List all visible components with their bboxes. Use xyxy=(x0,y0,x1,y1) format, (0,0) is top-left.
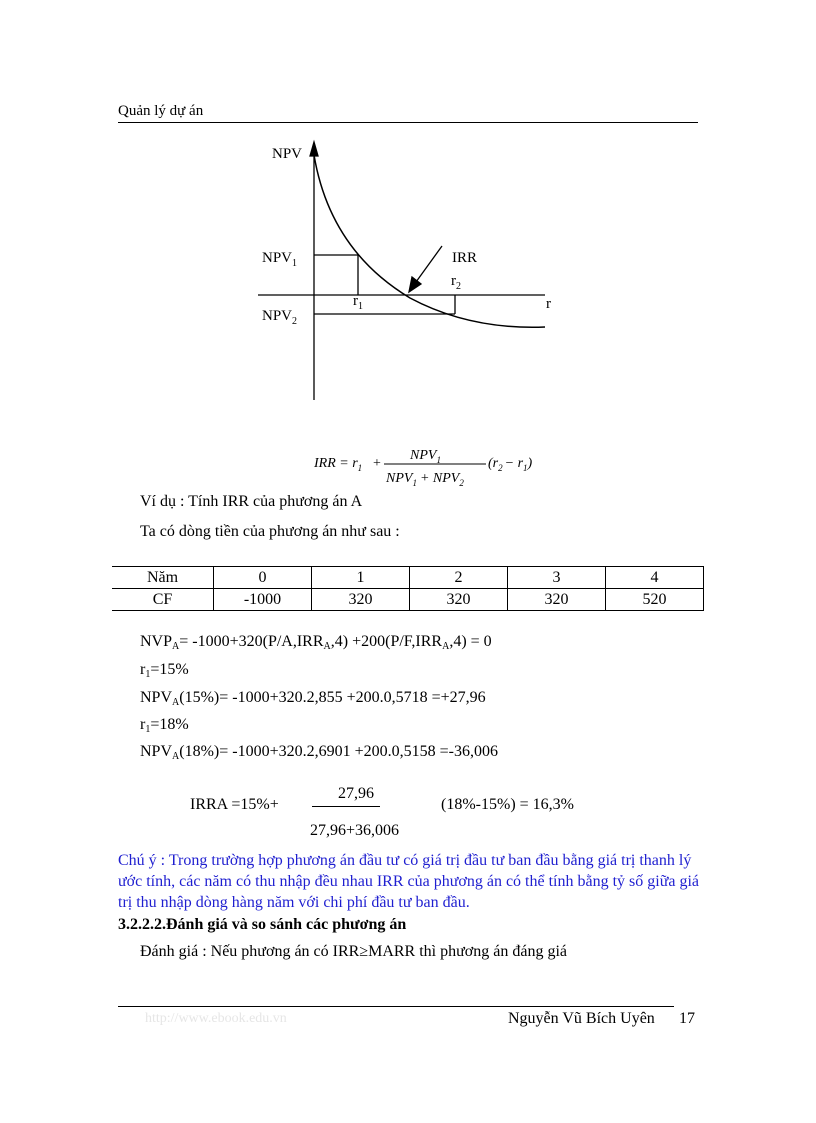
table-cell: 1 xyxy=(312,567,410,589)
formula-plus: + xyxy=(373,456,381,471)
table-cell: 320 xyxy=(508,589,606,611)
table-row-year xyxy=(112,567,704,589)
irra-lhs: IRRA =15%+ xyxy=(190,796,279,813)
table-header-cf: CF xyxy=(112,589,214,611)
npv-graph xyxy=(0,0,816,420)
table-cell: 4 xyxy=(606,567,704,589)
table-cell: 2 xyxy=(410,567,508,589)
calc-npv-15: $NPV_A(15\%)= -1000+320.2,855 +200.0,5718 =+27,96$ xyxy=(140,689,486,708)
irr-formula xyxy=(0,440,816,490)
formula-denominator: $NPV_1 + NPV_2$ xyxy=(386,471,464,488)
table-cell: 3 xyxy=(508,567,606,589)
calc-r1-15: $r_1=15\%$ xyxy=(140,661,189,680)
irra-rhs: (18%-15%) = 16,3% xyxy=(441,796,574,813)
formula-tail: $(r_2 - r_1)$ xyxy=(488,456,533,473)
example-intro: Ta có dòng tiền của phương án như sau : xyxy=(140,523,400,540)
footer-rule xyxy=(118,1006,674,1007)
npv-curve xyxy=(314,155,545,327)
calc-r1-18: $r_1=18\%$ xyxy=(140,716,189,735)
table-row-cf xyxy=(112,589,704,611)
table-cell: 320 xyxy=(410,589,508,611)
irr-label: IRR xyxy=(452,250,478,266)
r2-label: $r_2$ xyxy=(451,273,461,292)
header-title: Quản lý dự án xyxy=(118,103,204,119)
npv1-label: $NPV_1$ xyxy=(262,250,298,269)
table-cell: 520 xyxy=(606,589,704,611)
irr-arrow-shaft xyxy=(416,246,442,282)
calc-npv-18: $NPV_A(18\%)= -1000+320.2,6901 +200.0,5158 =-36,006$ xyxy=(140,743,498,762)
irra-fraction-bar xyxy=(312,806,380,807)
x-axis-label: r xyxy=(546,296,551,312)
y-axis-arrow xyxy=(310,142,318,156)
example-title: Ví dụ : Tính IRR của phương án A xyxy=(140,493,363,510)
footer-author: Nguyễn Vũ Bích Uyên xyxy=(508,1010,655,1027)
cashflow-table xyxy=(112,566,704,611)
formula-lhs: IRR = $r_1$ xyxy=(314,456,363,473)
note-paragraph: Chú ý : Trong trường hợp phương án đầu tư có giá trị đầu tư ban đầu bằng giá trị thanh lý ước tính, các năm có thu nhập đều nhau IRR của phương án có thể tính bằng tỷ số giữa giá trị thu nhập dòng hàng năm với chi phí đầu tư ban đầu. xyxy=(118,852,700,911)
npv2-label: $NPV_2$ xyxy=(262,308,298,327)
r1-label: $r_1$ xyxy=(353,293,363,312)
section-heading: 3.2.2.2.Đánh giá và so sánh các phương án xyxy=(118,916,407,933)
irr-arrow-head xyxy=(409,277,421,292)
irra-numerator: 27,96 xyxy=(338,785,374,802)
table-header-year: Năm xyxy=(112,567,214,589)
table-cell: 0 xyxy=(214,567,312,589)
section-text: Đánh giá : Nếu phương án có IRR≥MARR thì phương án đáng giá xyxy=(140,943,567,960)
table-cell: -1000 xyxy=(214,589,312,611)
calc-equation: $NVP_A= -1000+320(P/A,IRR_A,4) +200(P/F,IRR_A,4) = 0$ xyxy=(140,633,492,652)
table-cell: 320 xyxy=(312,589,410,611)
y-axis-label: NPV xyxy=(272,146,303,162)
page-number: 17 xyxy=(679,1010,695,1027)
irra-denominator: 27,96+36,006 xyxy=(310,822,400,838)
formula-numerator: $NPV_1$ xyxy=(410,448,441,465)
footer-url: http://www.ebook.edu.vn xyxy=(145,1011,287,1026)
